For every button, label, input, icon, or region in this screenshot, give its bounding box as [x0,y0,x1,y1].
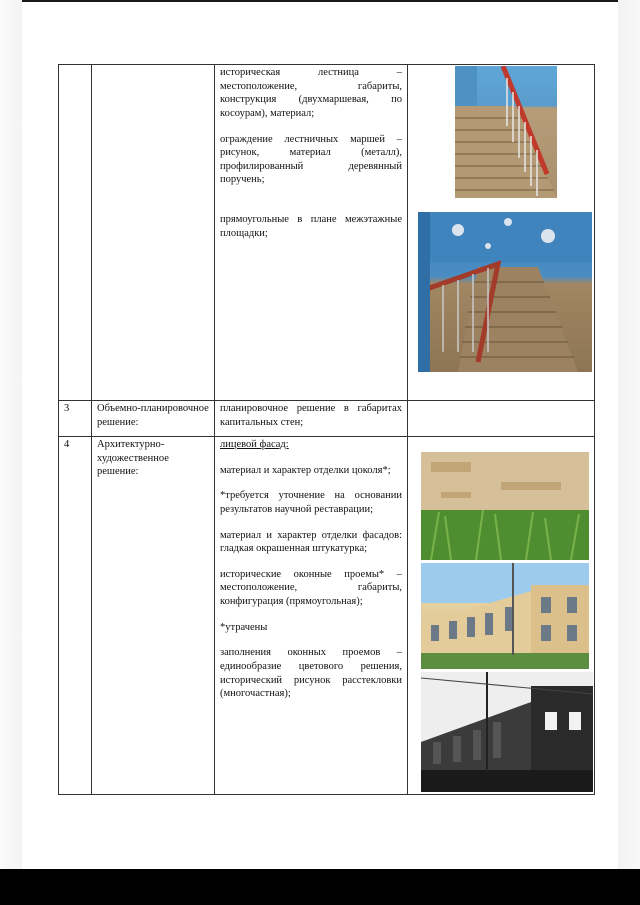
facade-bw-photo [421,672,593,792]
row-description-cell [215,401,408,437]
row-photo-cell [408,401,595,437]
row-name-cell: Объемно-планировочное решение: [92,401,215,437]
row-number-cell: 3 [59,401,92,437]
paragraph: *утрачены [220,621,268,633]
scan-edge-right [618,0,640,869]
scan-edge-left [0,0,22,869]
table-row [59,401,595,437]
paragraph: заполнения оконных проемов – единообразие цветового решения, исторический рисунок расстекловки (многочастная); [220,647,402,700]
paragraph: материал и характер отделки цоколя*; [220,464,391,476]
staircase-photo-1 [455,66,557,198]
paragraph: исторические оконные проемы* – местоположение, габариты, конфигурация (прямоугольная); [220,568,402,608]
row-name-cell [92,65,215,401]
scan-edge-top [0,0,640,2]
row-number-cell: 4 [59,437,92,795]
row-description-cell [215,437,408,795]
paragraph: *требуется уточнение на основании результатов научной реставрации; [220,490,402,515]
paragraph: прямоугольные в плане межэтажные площадки; [220,214,402,239]
scan-edge-bottom [0,869,640,905]
paragraph: планировочное решение в габаритах капитальных стен; [220,403,402,428]
row-number-cell [59,65,92,401]
paragraph: материал и характер отделки фасадов: гладкая окрашенная штукатурка; [220,529,402,555]
facade-photo [421,563,589,669]
row-description-cell [215,65,408,401]
paragraph: ограждение лестничных маршей – рисунок, материал (металл), профилированный деревянный поручень; [220,133,402,186]
row-name-cell: Архитектурно-художественное решение: [92,437,215,795]
staircase-photo-2 [418,212,592,372]
paragraph: историческая лестница – местоположение, габариты, конструкция (двухмаршевая, по косоурам), материал; [220,67,402,119]
section-heading: лицевой фасад: [220,439,289,450]
plinth-photo [421,452,589,560]
